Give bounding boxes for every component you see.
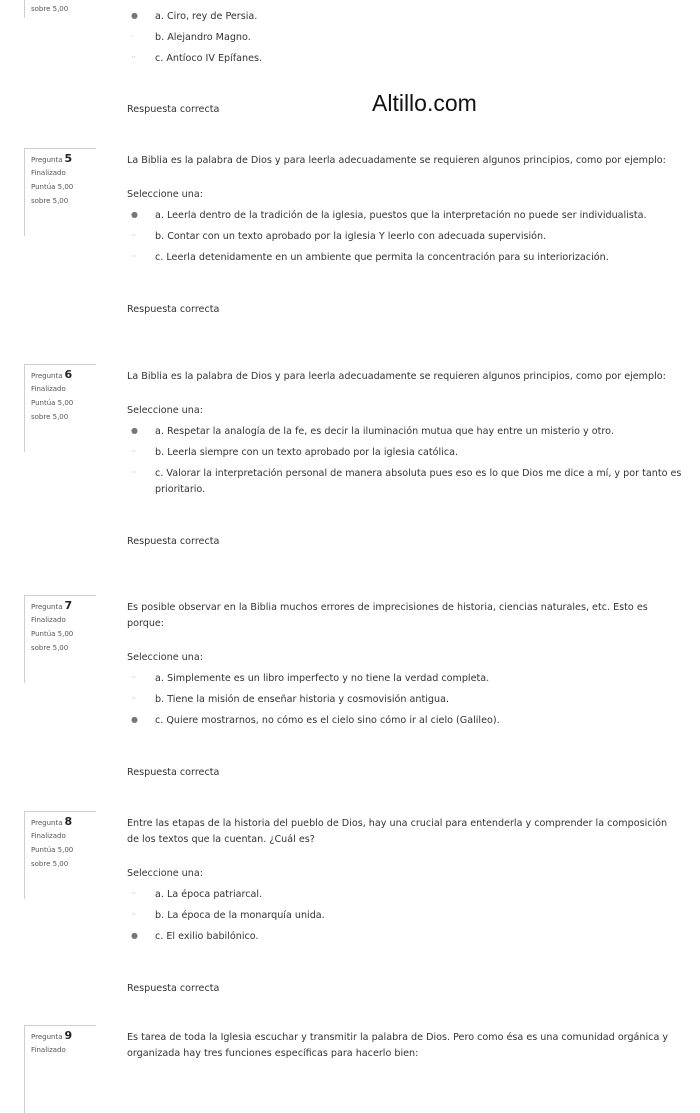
feedback: Respuesta correcta xyxy=(127,536,220,547)
question-state: Finalizado xyxy=(31,169,66,177)
answer-options xyxy=(127,205,682,268)
radio-selected-icon[interactable]: ● xyxy=(131,426,138,435)
answer-option[interactable] xyxy=(127,710,682,731)
option-label: b. Alejandro Magno. xyxy=(155,31,251,43)
question-text: La Biblia es la palabra de Dios y para leerla adecuadamente se requieren algunos principios, como por ejemplo: xyxy=(127,371,666,382)
answer-option[interactable] xyxy=(127,48,262,69)
option-label: c. Valorar la interpretación personal de manera absoluta pues eso es lo que Dios me dice a mí, y por tanto es prioritario. xyxy=(155,467,682,495)
question-info-previous xyxy=(24,0,68,18)
question-info xyxy=(24,1025,96,1113)
question-max-score: sobre 5,00 xyxy=(31,197,69,205)
question-score: Puntúa 5,00 xyxy=(31,399,74,407)
question-state: Finalizado xyxy=(31,616,66,624)
feedback: Respuesta correcta xyxy=(127,767,220,778)
answer-option[interactable] xyxy=(127,884,682,905)
question-max-score: sobre 5,00 xyxy=(31,644,69,652)
answer-options xyxy=(127,6,262,69)
question-number: 5 xyxy=(64,152,73,165)
question-info xyxy=(24,811,96,899)
feedback: Respuesta correcta xyxy=(127,104,220,115)
question-content xyxy=(127,1030,682,1062)
select-one-label: Seleccione una: xyxy=(127,189,203,200)
radio-icon[interactable]: ·· xyxy=(131,468,137,477)
option-label: a. La época patriarcal. xyxy=(155,888,263,900)
question-info xyxy=(24,364,96,452)
answer-option[interactable] xyxy=(127,668,682,689)
answer-options xyxy=(127,668,682,731)
radio-selected-icon[interactable]: ● xyxy=(131,715,138,724)
option-label: a. Leerla dentro de la tradición de la iglesia, puestos que la interpretación no puede ser individualista. xyxy=(155,209,647,221)
question-max-score: sobre 5,00 xyxy=(31,860,69,868)
radio-icon[interactable]: ·· xyxy=(131,673,137,682)
answer-option[interactable] xyxy=(127,247,682,268)
question-state: Finalizado xyxy=(31,1046,66,1054)
answer-option[interactable] xyxy=(127,463,682,500)
question-content xyxy=(127,153,682,318)
select-one-label: Seleccione una: xyxy=(127,405,203,416)
question-label: Pregunta xyxy=(31,1033,63,1041)
option-label: b. Leerla siempre con un texto aprobado por la iglesia católica. xyxy=(155,446,459,458)
answer-options xyxy=(127,884,682,947)
radio-icon[interactable]: ·· xyxy=(131,252,137,261)
question-content xyxy=(127,369,682,550)
option-label: b. Tiene la misión de enseñar historia y cosmovisión antigua. xyxy=(155,693,449,705)
feedback: Respuesta correcta xyxy=(127,304,220,315)
radio-icon[interactable]: ·· xyxy=(131,889,137,898)
question-text: Es posible observar en la Biblia muchos errores de imprecisiones de historia, ciencias naturales, etc. Esto es porque: xyxy=(127,602,648,629)
option-label: b. La época de la monarquía unida. xyxy=(155,909,325,921)
option-label: b. Contar con un texto aprobado por la iglesia Y leerlo con adecuada supervisión. xyxy=(155,230,547,242)
question-max-score: sobre 5,00 xyxy=(31,413,69,421)
question-score: Puntúa 5,00 xyxy=(31,846,74,854)
radio-selected-icon[interactable]: ● xyxy=(131,931,138,940)
score-max: sobre 5,00 xyxy=(31,5,69,13)
question-text: Entre las etapas de la historia del pueblo de Dios, hay una crucial para entenderla y comprender la composición de los textos que la cuentan. ¿Cuál es? xyxy=(127,818,668,845)
question-content xyxy=(127,600,682,781)
question-info xyxy=(24,595,96,683)
question-state: Finalizado xyxy=(31,832,66,840)
answer-option[interactable] xyxy=(127,6,262,27)
answer-option[interactable] xyxy=(127,926,682,947)
question-number: 9 xyxy=(64,1029,73,1042)
option-label: c. Leerla detenidamente en un ambiente que permita la concentración para su interiorización. xyxy=(155,251,609,263)
question-score: Puntúa 5,00 xyxy=(31,183,74,191)
question-number: 7 xyxy=(64,599,73,612)
option-label: a. Simplemente es un libro imperfecto y no tiene la verdad completa. xyxy=(155,672,490,684)
question-number: 6 xyxy=(64,368,73,381)
radio-icon[interactable]: ·· xyxy=(131,53,137,62)
answer-option[interactable] xyxy=(127,421,682,442)
answer-option[interactable] xyxy=(127,226,682,247)
question-previous xyxy=(127,6,262,118)
option-label: a. Ciro, rey de Persia. xyxy=(155,10,258,22)
answer-option[interactable] xyxy=(127,905,682,926)
option-label: c. Antíoco IV Epífanes. xyxy=(155,52,263,64)
radio-icon[interactable]: ·· xyxy=(131,447,137,456)
radio-icon[interactable]: ·· xyxy=(131,231,137,240)
radio-icon[interactable]: · xyxy=(131,32,134,41)
answer-option[interactable] xyxy=(127,689,682,710)
question-score: Puntúa 5,00 xyxy=(31,630,74,638)
question-label: Pregunta xyxy=(31,603,63,611)
question-text: Es tarea de toda la Iglesia escuchar y transmitir la palabra de Dios. Pero como ésa es una comunidad orgánica y organizada hay tres funciones específicas para hacerlo bien: xyxy=(127,1032,669,1059)
radio-selected-icon[interactable]: ● xyxy=(131,11,138,20)
question-content xyxy=(127,816,682,997)
answer-options xyxy=(127,421,682,500)
question-label: Pregunta xyxy=(31,372,63,380)
select-one-label: Seleccione una: xyxy=(127,868,203,879)
select-one-label: Seleccione una: xyxy=(127,652,203,663)
answer-option[interactable] xyxy=(127,442,682,463)
radio-icon[interactable]: ·· xyxy=(131,694,137,703)
feedback: Respuesta correcta xyxy=(127,983,220,994)
question-info xyxy=(24,148,96,236)
question-text: La Biblia es la palabra de Dios y para leerla adecuadamente se requieren algunos principios, como por ejemplo: xyxy=(127,155,666,166)
option-label: c. Quiere mostrarnos, no cómo es el cielo sino cómo ir al cielo (Galileo). xyxy=(155,714,500,726)
option-label: c. El exilio babilónico. xyxy=(155,930,259,942)
watermark: Altillo.com xyxy=(372,90,477,116)
question-state: Finalizado xyxy=(31,385,66,393)
radio-icon[interactable]: ·· xyxy=(131,910,137,919)
answer-option[interactable] xyxy=(127,27,262,48)
answer-option[interactable] xyxy=(127,205,682,226)
radio-selected-icon[interactable]: ● xyxy=(131,210,138,219)
question-number: 8 xyxy=(64,815,73,828)
question-label: Pregunta xyxy=(31,156,63,164)
question-label: Pregunta xyxy=(31,819,63,827)
option-label: a. Respetar la analogía de la fe, es decir la iluminación mutua que hay entre un misterio y otro. xyxy=(155,425,614,437)
